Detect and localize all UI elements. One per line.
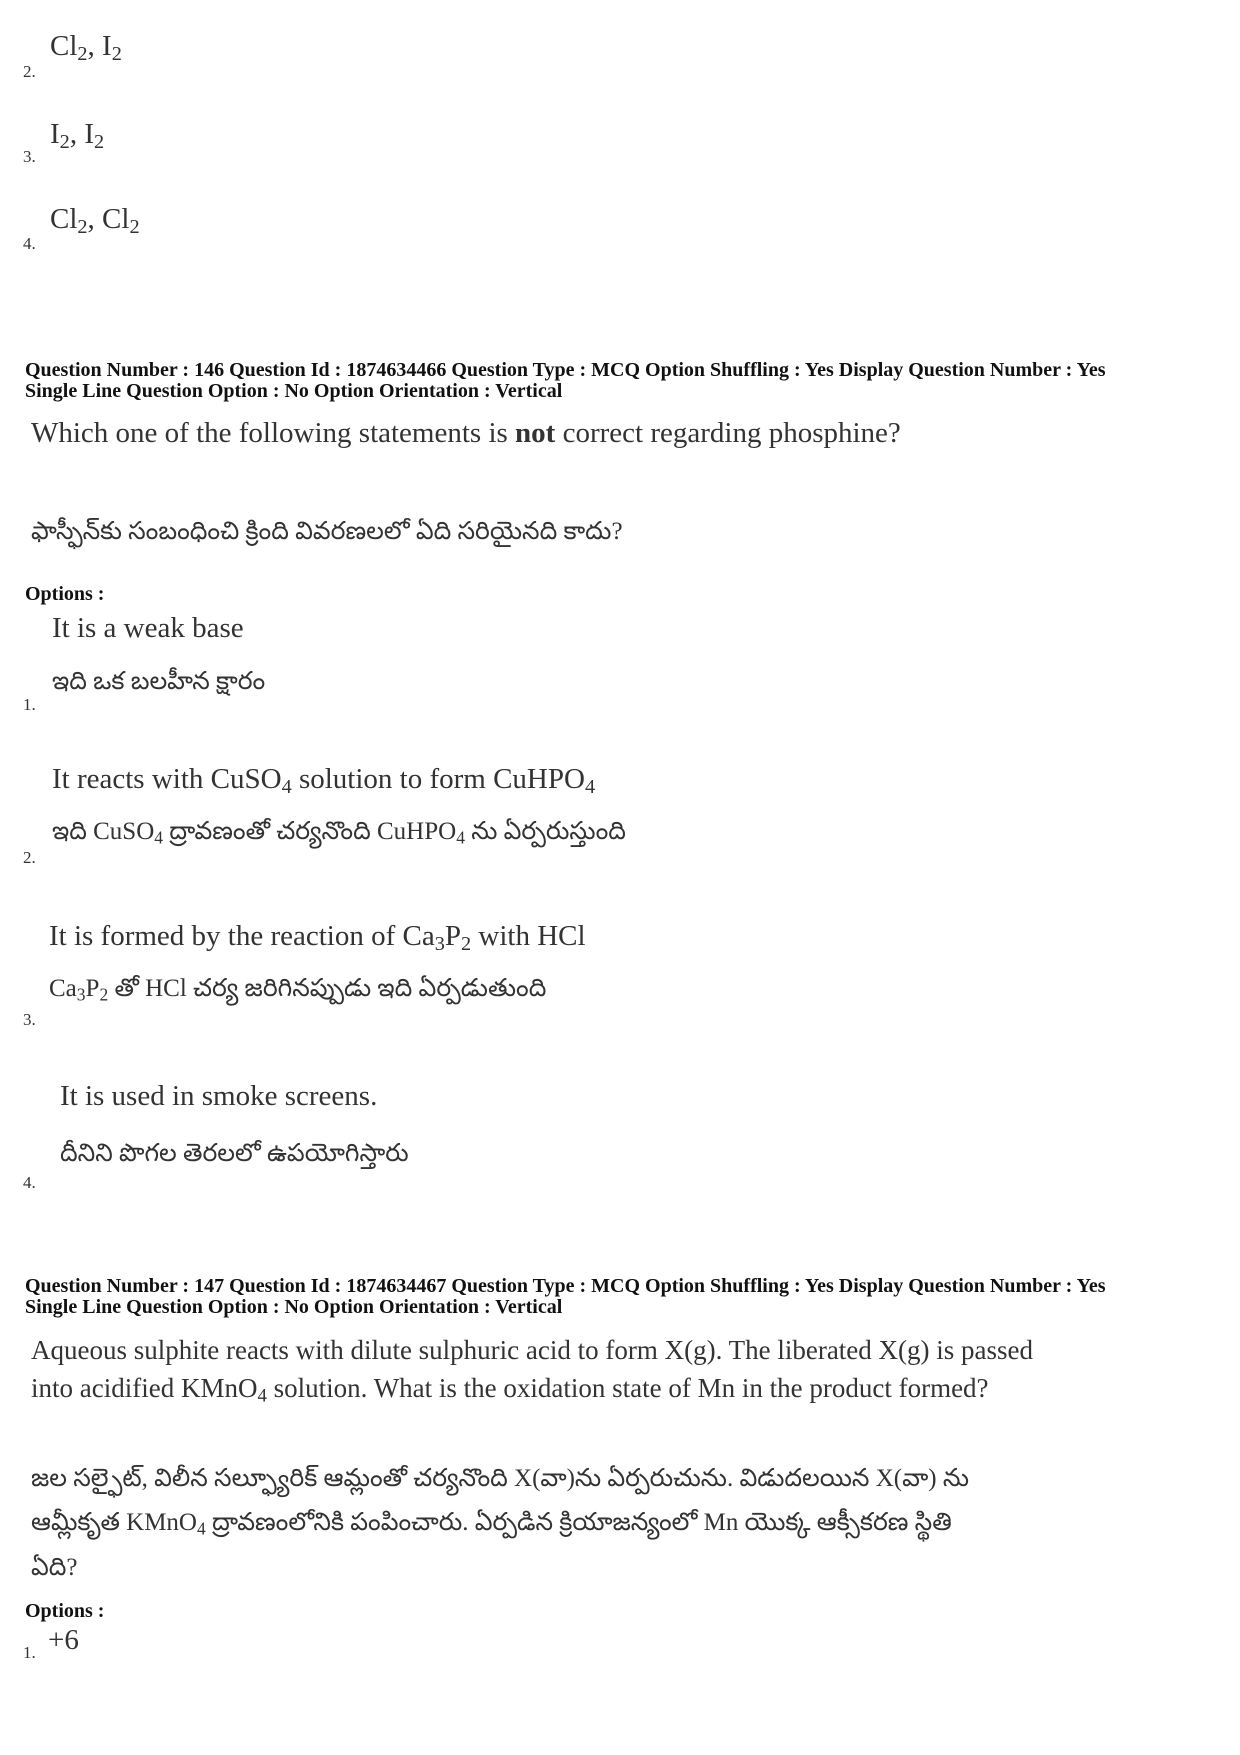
meta-line-1: Question Number : 146 Question Id : 1874634466 Question Type : MCQ Option Shuffling : Yes Display Question Number : Yes — [25, 359, 1106, 381]
question-meta — [25, 360, 1105, 402]
question-text-line-1: Aqueous sulphite reacts with dilute sulphuric acid to form X(g). The liberated X(g) is passed — [31, 1335, 1034, 1365]
question-text: Which one of the following statements is not correct regarding phosphine? — [31, 417, 901, 449]
option-number: 1. — [23, 1643, 36, 1662]
option-number: 4. — [23, 1173, 36, 1192]
option-number: 2. — [23, 848, 36, 867]
option-4-english: It is used in smoke screens. — [60, 1080, 378, 1112]
meta-line-1: Question Number : 147 Question Id : 1874634467 Question Type : MCQ Option Shuffling : Yes Display Question Number : Yes — [25, 1275, 1106, 1297]
option-3-english: It is formed by the reaction of $Ca_3P_2$ with HCl — [49, 920, 586, 956]
question-meta — [25, 1276, 1105, 1318]
option-number: 3. — [23, 1010, 36, 1029]
option-3-telugu: $Ca_3P_2$ తో HCl చర్య జరిగినప్పుడు ఇది ఏర్పడుతుంది — [49, 975, 547, 1005]
option-text: $Cl_2$, $I_2$ — [50, 30, 122, 66]
option-number: 1. — [23, 695, 36, 714]
option-1-english: It is a weak base — [52, 612, 244, 644]
option-1-telugu: ఇది ఒక బలహీన క్షారం — [52, 668, 266, 695]
option-2-english: It reacts with CuSO$_4$ solution to form CuHPO$_4$ — [52, 763, 596, 799]
options-label: Options : — [25, 1600, 105, 1622]
option-2-telugu: ఇది CuSO$_4$ ద్రావణంతో చర్యనొంది CuHPO$_4$ ను ఏర్పరుస్తుంది — [52, 818, 626, 848]
question-text-telugu-line-2: ఆమ్లీకృత KMnO$_4$ ద్రావణంలోనికి పంపించారు. ఏర్పడిన క్రియాజన్యంలో Mn యొక్క ఆక్సీకరణ స్థితి — [31, 1509, 952, 1539]
option-text: $I_2$, $I_2$ — [50, 118, 105, 154]
option-number: 3. — [23, 147, 36, 166]
question-text-telugu-line-1: జల సల్ఫైట్, విలీన సల్ఫ్యూరిక్ ఆమ్లంతో చర్యనొంది X(వా)ను ఏర్పరుచును. విడుదలయిన X(వా) ను — [31, 1465, 970, 1492]
question-text-line-2: into acidified KMnO$_4$ solution. What is the oxidation state of Mn in the product formed? — [31, 1373, 989, 1407]
option-1-text: +6 — [48, 1624, 79, 1656]
option-text: $Cl_2$, $Cl_2$ — [50, 203, 140, 239]
question-text-telugu-line-3: ఏది? — [31, 1554, 78, 1581]
question-text-telugu: ఫాస్ఫీన్‌కు సంబంధించి క్రింది వివరణలలో ఏది సరియైనది కాదు? — [31, 518, 623, 545]
option-number: 2. — [23, 62, 36, 81]
options-label: Options : — [25, 583, 105, 605]
meta-line-2: Single Line Question Option : No Option Orientation : Vertical — [25, 1296, 563, 1318]
option-4-telugu: దీనిని పొగల తెరలలో ఉపయోగిస్తారు — [60, 1140, 409, 1167]
meta-line-2: Single Line Question Option : No Option Orientation : Vertical — [25, 380, 563, 402]
option-number: 4. — [23, 234, 36, 253]
